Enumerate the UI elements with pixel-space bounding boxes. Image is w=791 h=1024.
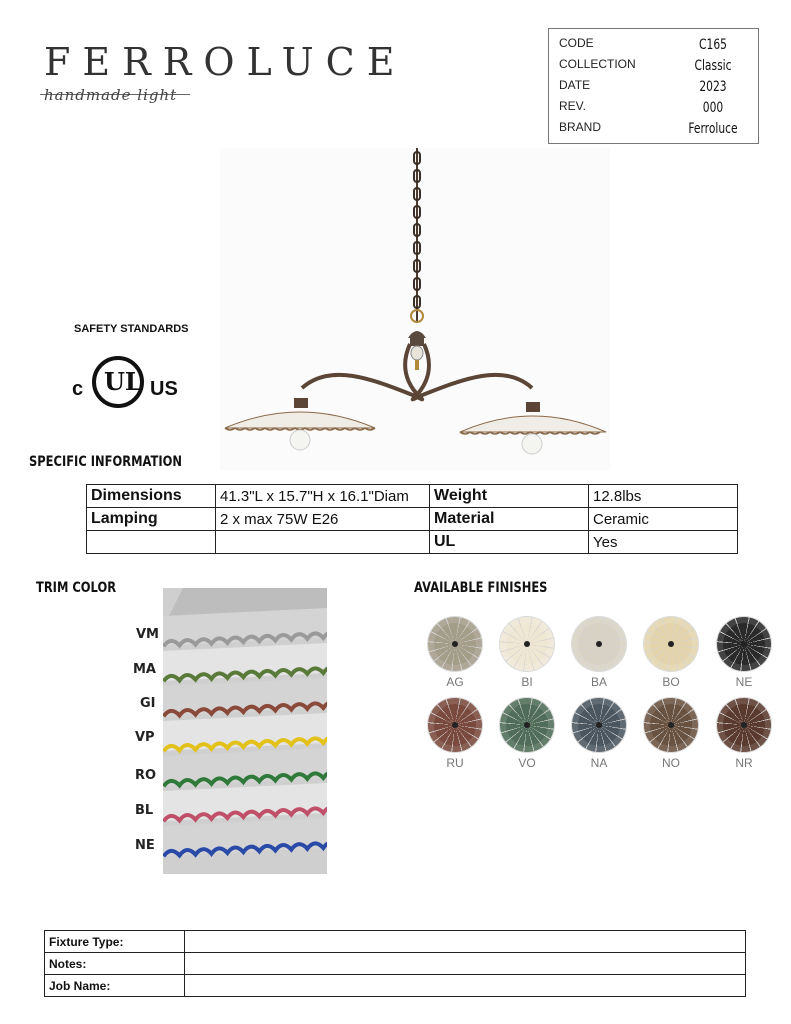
finish-swatch-ag: [427, 617, 483, 689]
finish-disc-icon: [572, 617, 626, 671]
finish-code-label: BA: [590, 675, 607, 689]
info-row-code: [559, 36, 754, 56]
finish-code-label: BO: [662, 675, 680, 689]
finish-swatch-ru: [427, 698, 483, 770]
info-key: BRAND: [559, 120, 602, 134]
info-key: COLLECTION: [559, 57, 636, 71]
table-row: [45, 953, 746, 975]
form-label-fixture-type: Fixture Type:: [45, 931, 185, 953]
finish-code-label: AG: [446, 675, 464, 689]
spec-value: 2 x max 75W E26: [216, 508, 430, 531]
trim-color-heading: TRIM COLOR: [36, 580, 117, 596]
finish-code-label: RU: [446, 756, 464, 770]
trim-code-label: RO: [135, 768, 157, 783]
spec-label: UL: [430, 531, 589, 554]
job-info-form: [44, 930, 746, 997]
finish-swatch-bo: [643, 617, 699, 689]
ul-certification-mark: [72, 352, 182, 414]
spec-label: Lamping: [87, 508, 216, 531]
finish-disc-icon: [644, 617, 698, 671]
table-row: [45, 975, 746, 997]
finish-disc-icon: [572, 698, 626, 752]
trim-code-label: BL: [135, 803, 154, 818]
spec-label: Dimensions: [87, 485, 216, 508]
spec-value: 41.3"L x 15.7"H x 16.1"Diam: [216, 485, 430, 508]
finish-swatch-ba: [571, 617, 627, 689]
info-value: Classic: [694, 58, 732, 74]
finish-disc-icon: [500, 698, 554, 752]
spec-value: [216, 531, 430, 554]
info-value: C165: [699, 37, 727, 53]
finish-disc-icon: [644, 698, 698, 752]
spec-label: Material: [430, 508, 589, 531]
trim-code-label: MA: [133, 662, 156, 677]
brand-tagline: handmade light: [44, 86, 178, 104]
available-finishes-heading: AVAILABLE FINISHES: [414, 580, 548, 596]
job-name-field[interactable]: [185, 975, 746, 997]
specs-table: [86, 484, 738, 554]
info-row-date: [559, 78, 754, 98]
table-row: [87, 531, 738, 554]
spec-value: 12.8lbs: [589, 485, 738, 508]
product-image: [220, 148, 610, 470]
info-row-collection: [559, 57, 754, 77]
trim-code-label: NE: [135, 838, 155, 853]
spec-value: Yes: [589, 531, 738, 554]
ul-circle-icon: [92, 356, 144, 408]
trim-code-label: VM: [136, 627, 159, 642]
safety-standards-heading: SAFETY STANDARDS: [74, 323, 189, 335]
info-value: Ferroluce: [688, 121, 738, 137]
finish-code-label: NE: [735, 675, 753, 689]
finish-swatch-vo: [499, 698, 555, 770]
form-label-notes: Notes:: [45, 953, 185, 975]
finish-code-label: NR: [735, 756, 753, 770]
table-row: [87, 485, 738, 508]
finish-swatch-nr: [716, 698, 772, 770]
trim-code-label: VP: [135, 730, 155, 745]
trim-color-image: [163, 588, 327, 874]
finish-code-label: NA: [590, 756, 608, 770]
ul-mark-c: c: [72, 378, 84, 400]
finish-disc-icon: [500, 617, 554, 671]
spec-label: Weight: [430, 485, 589, 508]
finish-disc-icon: [717, 617, 771, 671]
fixture-type-field[interactable]: [185, 931, 746, 953]
spec-label: [87, 531, 216, 554]
finish-code-label: VO: [518, 756, 536, 770]
table-row: [87, 508, 738, 531]
chandelier-illustration: [220, 148, 610, 470]
brand-logo: FERROLUCE: [44, 40, 407, 84]
info-key: CODE: [559, 36, 594, 50]
finish-code-label: NO: [662, 756, 680, 770]
product-info-box: [548, 28, 759, 144]
specific-information-heading: SPECIFIC INFORMATION: [29, 454, 182, 470]
form-label-job-name: Job Name:: [45, 975, 185, 997]
finish-disc-icon: [428, 698, 482, 752]
trim-code-label: GI: [140, 696, 156, 711]
spec-value: Ceramic: [589, 508, 738, 531]
info-row-brand: [559, 120, 754, 140]
ul-mark-text: UL: [104, 367, 142, 396]
info-row-rev: [559, 99, 754, 119]
info-key: REV.: [559, 99, 586, 113]
info-key: DATE: [559, 78, 591, 92]
trim-wave-illustration: [163, 588, 327, 874]
info-value: 2023: [699, 79, 727, 95]
finish-swatch-no: [643, 698, 699, 770]
finish-swatch-bi: [499, 617, 555, 689]
finish-disc-icon: [717, 698, 771, 752]
finish-code-label: BI: [521, 675, 533, 689]
notes-field[interactable]: [185, 953, 746, 975]
table-row: [45, 931, 746, 953]
finish-disc-icon: [428, 617, 482, 671]
finish-swatch-na: [571, 698, 627, 770]
finish-swatch-ne: [716, 617, 772, 689]
ul-mark-us: US: [150, 378, 178, 400]
info-value: 000: [702, 100, 724, 116]
